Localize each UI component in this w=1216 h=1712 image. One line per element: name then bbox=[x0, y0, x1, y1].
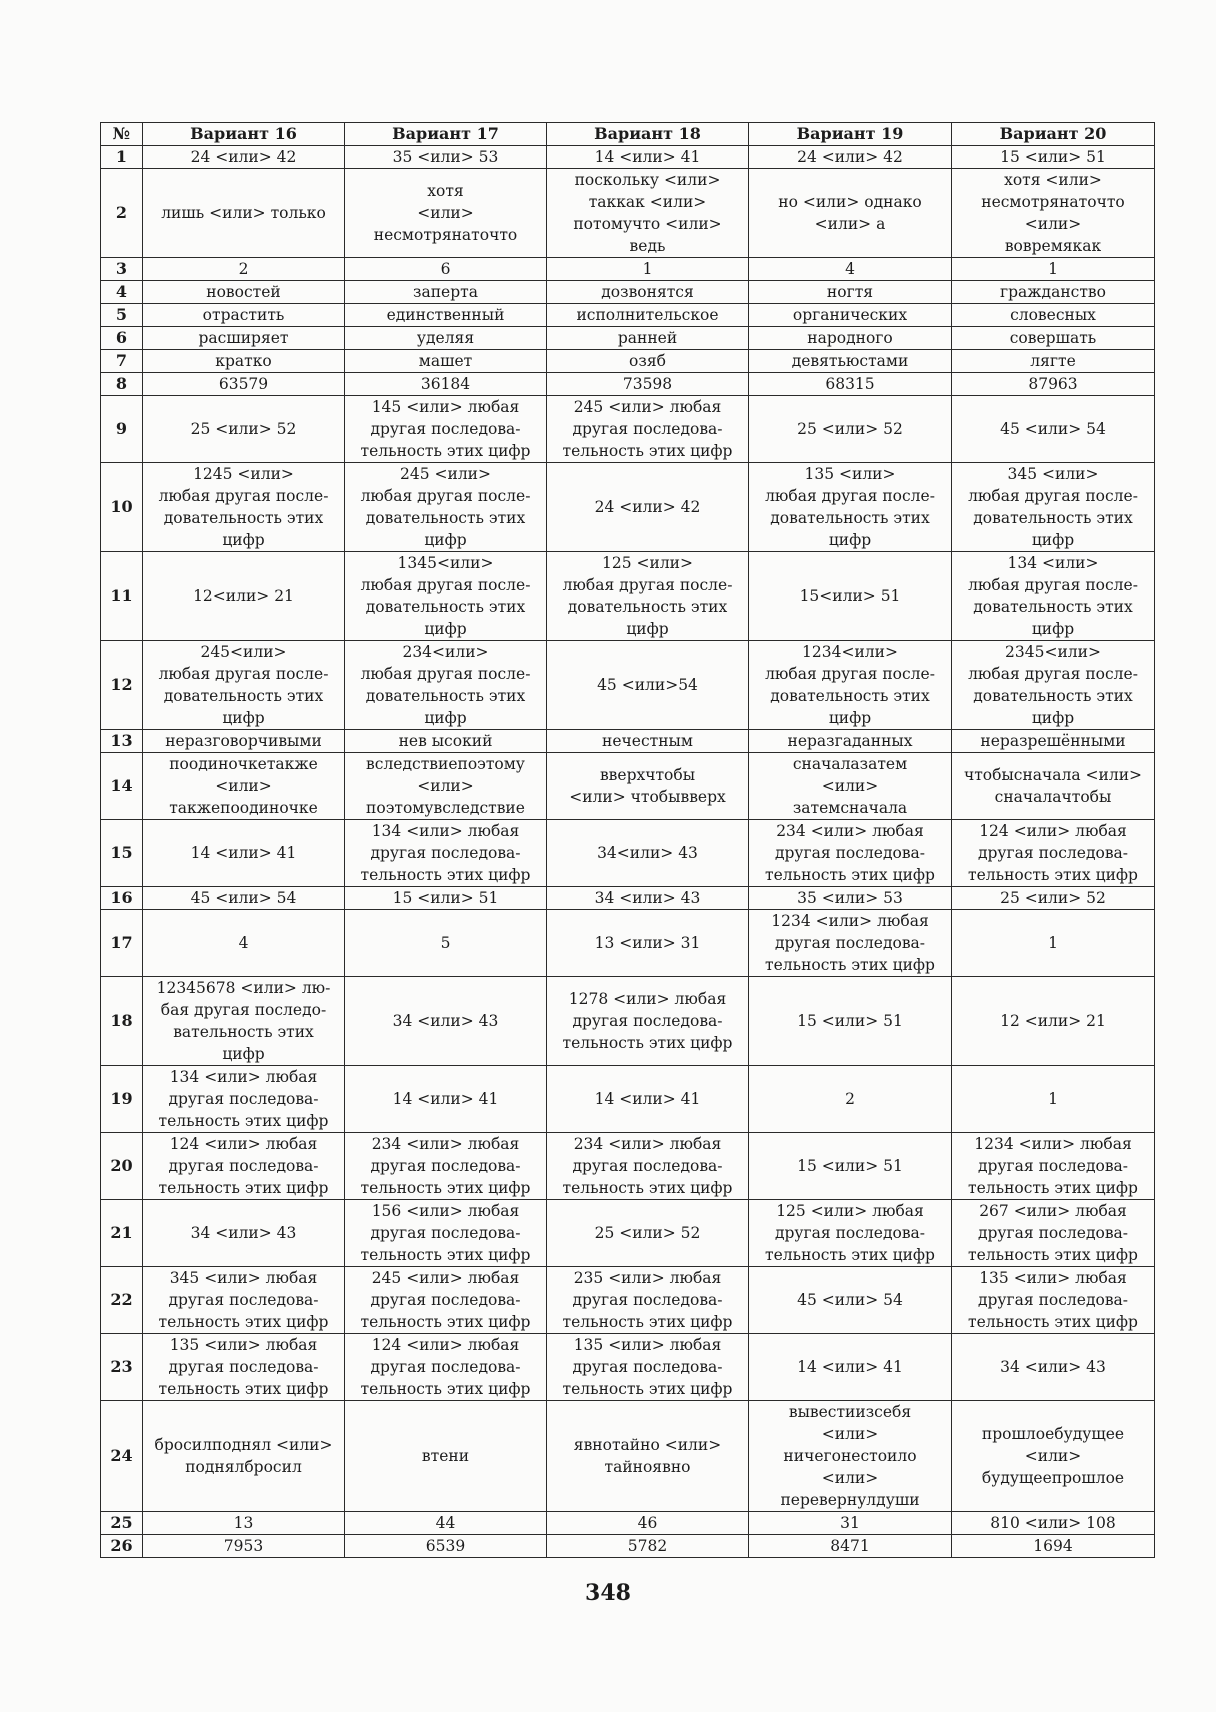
answer-cell: 124 <или> любая другая последова- тельность этих цифр bbox=[952, 820, 1155, 887]
row-number-cell: 25 bbox=[101, 1512, 143, 1535]
row-number-cell: 15 bbox=[101, 820, 143, 887]
answer-cell: хотя <или> несмотрянаточто <или> вовремякак bbox=[952, 169, 1155, 258]
answer-cell: втени bbox=[345, 1401, 547, 1512]
row-number-cell: 5 bbox=[101, 304, 143, 327]
answer-cell: 15 <или> 51 bbox=[749, 1133, 952, 1200]
table-row bbox=[101, 146, 1155, 169]
answer-cell: 31 bbox=[749, 1512, 952, 1535]
table-row bbox=[101, 820, 1155, 887]
answer-cell: 25 <или> 52 bbox=[547, 1200, 749, 1267]
answer-cell: 245 <или> любая другая последова- тельность этих цифр bbox=[345, 1267, 547, 1334]
answer-cell: 44 bbox=[345, 1512, 547, 1535]
answer-cell: 267 <или> любая другая последова- тельность этих цифр bbox=[952, 1200, 1155, 1267]
answer-cell: 25 <или> 52 bbox=[143, 396, 345, 463]
answer-cell: неразговорчивыми bbox=[143, 730, 345, 753]
answer-cell: лишь <или> только bbox=[143, 169, 345, 258]
answer-cell: но <или> однако <или> а bbox=[749, 169, 952, 258]
table-row bbox=[101, 753, 1155, 820]
answer-cell: сначалазатем <или> затемсначала bbox=[749, 753, 952, 820]
answer-cell: 1234<или> любая другая после- довательность этих цифр bbox=[749, 641, 952, 730]
answer-cell: 15 <или> 51 bbox=[952, 146, 1155, 169]
table-row bbox=[101, 463, 1155, 552]
row-number-cell: 23 bbox=[101, 1334, 143, 1401]
answer-cell: неразгаданных bbox=[749, 730, 952, 753]
answer-cell: прошлоебудущее <или> будущеепрошлое bbox=[952, 1401, 1155, 1512]
row-number-cell: 24 bbox=[101, 1401, 143, 1512]
answer-cell: 14 <или> 41 bbox=[547, 146, 749, 169]
row-number-cell: 9 bbox=[101, 396, 143, 463]
answer-cell: новостей bbox=[143, 281, 345, 304]
answer-cell: 45 <или>54 bbox=[547, 641, 749, 730]
answer-cell: гражданство bbox=[952, 281, 1155, 304]
answer-cell: 34 <или> 43 bbox=[345, 977, 547, 1066]
row-number-cell: 17 bbox=[101, 910, 143, 977]
answer-cell: 234 <или> любая другая последова- тельность этих цифр bbox=[345, 1133, 547, 1200]
answer-cell: 245 <или> любая другая последова- тельность этих цифр bbox=[547, 396, 749, 463]
answer-cell: отрастить bbox=[143, 304, 345, 327]
table-row bbox=[101, 1200, 1155, 1267]
answer-cell: 5 bbox=[345, 910, 547, 977]
row-number-cell: 11 bbox=[101, 552, 143, 641]
row-number-cell: 16 bbox=[101, 887, 143, 910]
answer-cell: 1 bbox=[952, 1066, 1155, 1133]
table-row bbox=[101, 977, 1155, 1066]
row-number-cell: 20 bbox=[101, 1133, 143, 1200]
answer-cell: 45 <или> 54 bbox=[952, 396, 1155, 463]
row-number-cell: 2 bbox=[101, 169, 143, 258]
row-number-cell: 12 bbox=[101, 641, 143, 730]
answer-cell: 1234 <или> любая другая последова- тельность этих цифр bbox=[749, 910, 952, 977]
answer-cell: 124 <или> любая другая последова- тельность этих цифр bbox=[345, 1334, 547, 1401]
answer-cell: 1245 <или> любая другая после- довательность этих цифр bbox=[143, 463, 345, 552]
answer-cell: лягте bbox=[952, 350, 1155, 373]
answer-cell: 34<или> 43 bbox=[547, 820, 749, 887]
answer-cell: 63579 bbox=[143, 373, 345, 396]
answer-cell: 125 <или> любая другая последова- тельность этих цифр bbox=[749, 1200, 952, 1267]
answer-cell: 145 <или> любая другая последова- тельность этих цифр bbox=[345, 396, 547, 463]
answer-cell: 135 <или> любая другая последова- тельность этих цифр bbox=[143, 1334, 345, 1401]
answer-cell: вследствиепоэтому <или> поэтомувследствие bbox=[345, 753, 547, 820]
answer-cell: 13 bbox=[143, 1512, 345, 1535]
answer-cell: 1 bbox=[952, 910, 1155, 977]
table-row bbox=[101, 350, 1155, 373]
table-row bbox=[101, 1512, 1155, 1535]
answer-cell: 134 <или> любая другая последова- тельность этих цифр bbox=[345, 820, 547, 887]
answer-cell: явнотайно <или> тайноявно bbox=[547, 1401, 749, 1512]
row-number-cell: 26 bbox=[101, 1535, 143, 1558]
answer-cell: 345 <или> любая другая последова- тельность этих цифр bbox=[143, 1267, 345, 1334]
answer-cell: 12<или> 21 bbox=[143, 552, 345, 641]
answer-cell: 2 bbox=[749, 1066, 952, 1133]
answer-cell: нев ысокий bbox=[345, 730, 547, 753]
answer-cell: 2 bbox=[143, 258, 345, 281]
row-number-cell: 14 bbox=[101, 753, 143, 820]
page-number: 348 bbox=[585, 1580, 631, 1606]
answer-cell: 135 <или> любая другая последова- тельность этих цифр bbox=[547, 1334, 749, 1401]
table-row bbox=[101, 1133, 1155, 1200]
answer-cell: 135 <или> любая другая после- довательность этих цифр bbox=[749, 463, 952, 552]
table-row bbox=[101, 304, 1155, 327]
answer-cell: 14 <или> 41 bbox=[345, 1066, 547, 1133]
answer-cell: нечестным bbox=[547, 730, 749, 753]
answer-cell: 124 <или> любая другая последова- тельность этих цифр bbox=[143, 1133, 345, 1200]
answer-cell: 234 <или> любая другая последова- тельность этих цифр bbox=[547, 1133, 749, 1200]
row-number-cell: 22 bbox=[101, 1267, 143, 1334]
answer-cell: 68315 bbox=[749, 373, 952, 396]
answer-cell: поодиночкетакже <или> такжепоодиночке bbox=[143, 753, 345, 820]
answer-cell: уделяя bbox=[345, 327, 547, 350]
answer-cell: 24 <или> 42 bbox=[749, 146, 952, 169]
answer-cell: 7953 bbox=[143, 1535, 345, 1558]
answer-cell: 345 <или> любая другая после- довательность этих цифр bbox=[952, 463, 1155, 552]
answer-cell: поскольку <или> таккак <или> потомучто <или> ведь bbox=[547, 169, 749, 258]
table-row bbox=[101, 552, 1155, 641]
answer-cell: вывестиизсебя <или> ничегонестоило <или> перевернулдуши bbox=[749, 1401, 952, 1512]
table-row bbox=[101, 373, 1155, 396]
answer-cell: 15 <или> 51 bbox=[749, 977, 952, 1066]
answer-cell: 35 <или> 53 bbox=[749, 887, 952, 910]
answer-cell: 15 <или> 51 bbox=[345, 887, 547, 910]
row-number-cell: 3 bbox=[101, 258, 143, 281]
table-row bbox=[101, 910, 1155, 977]
answer-cell: 34 <или> 43 bbox=[143, 1200, 345, 1267]
answer-cell: 24 <или> 42 bbox=[143, 146, 345, 169]
row-number-cell: 10 bbox=[101, 463, 143, 552]
answer-cell: ранней bbox=[547, 327, 749, 350]
answer-cell: 234 <или> любая другая последова- тельность этих цифр bbox=[749, 820, 952, 887]
header-variant-16: Вариант 16 bbox=[143, 123, 345, 146]
table-row bbox=[101, 169, 1155, 258]
answer-cell: 87963 bbox=[952, 373, 1155, 396]
row-number-cell: 1 bbox=[101, 146, 143, 169]
answer-cell: вверхчтобы <или> чтобывверх bbox=[547, 753, 749, 820]
answer-cell: 810 <или> 108 bbox=[952, 1512, 1155, 1535]
answer-cell: дозвонятся bbox=[547, 281, 749, 304]
answer-cell: 25 <или> 52 bbox=[749, 396, 952, 463]
answer-cell: 235 <или> любая другая последова- тельность этих цифр bbox=[547, 1267, 749, 1334]
header-variant-17: Вариант 17 bbox=[345, 123, 547, 146]
answer-cell: 6539 bbox=[345, 1535, 547, 1558]
answer-cell: заперта bbox=[345, 281, 547, 304]
answer-cell: 46 bbox=[547, 1512, 749, 1535]
answer-cell: 156 <или> любая другая последова- тельность этих цифр bbox=[345, 1200, 547, 1267]
table-row bbox=[101, 327, 1155, 350]
answer-cell: 2345<или> любая другая после- довательность этих цифр bbox=[952, 641, 1155, 730]
answer-cell: чтобысначала <или> сначалачтобы bbox=[952, 753, 1155, 820]
header-variant-20: Вариант 20 bbox=[952, 123, 1155, 146]
answer-cell: 34 <или> 43 bbox=[547, 887, 749, 910]
answer-cell: 36184 bbox=[345, 373, 547, 396]
answer-cell: 25 <или> 52 bbox=[952, 887, 1155, 910]
table-row bbox=[101, 730, 1155, 753]
row-number-cell: 4 bbox=[101, 281, 143, 304]
answer-cell: словесных bbox=[952, 304, 1155, 327]
answer-cell: 12 <или> 21 bbox=[952, 977, 1155, 1066]
row-number-cell: 21 bbox=[101, 1200, 143, 1267]
table-row bbox=[101, 1401, 1155, 1512]
answer-cell: 4 bbox=[143, 910, 345, 977]
table-row bbox=[101, 1066, 1155, 1133]
table-row bbox=[101, 281, 1155, 304]
row-number-cell: 19 bbox=[101, 1066, 143, 1133]
answer-cell: 73598 bbox=[547, 373, 749, 396]
answer-cell: расширяет bbox=[143, 327, 345, 350]
answer-cell: хотя <или> несмотрянаточто bbox=[345, 169, 547, 258]
answer-cell: 134 <или> любая другая после- довательность этих цифр bbox=[952, 552, 1155, 641]
answer-cell: кратко bbox=[143, 350, 345, 373]
row-number-cell: 7 bbox=[101, 350, 143, 373]
answer-cell: 125 <или> любая другая после- довательность этих цифр bbox=[547, 552, 749, 641]
answer-cell: народного bbox=[749, 327, 952, 350]
row-number-cell: 8 bbox=[101, 373, 143, 396]
answer-cell: 1278 <или> любая другая последова- тельность этих цифр bbox=[547, 977, 749, 1066]
answer-cell: 14 <или> 41 bbox=[143, 820, 345, 887]
answer-cell: озяб bbox=[547, 350, 749, 373]
answer-cell: 1 bbox=[952, 258, 1155, 281]
answer-cell: 1 bbox=[547, 258, 749, 281]
answer-cell: 135 <или> любая другая последова- тельность этих цифр bbox=[952, 1267, 1155, 1334]
answer-cell: 15<или> 51 bbox=[749, 552, 952, 641]
answer-cell: бросилподнял <или> поднялбросил bbox=[143, 1401, 345, 1512]
table-header-row bbox=[101, 123, 1155, 146]
answer-cell: 1694 bbox=[952, 1535, 1155, 1558]
header-variant-19: Вариант 19 bbox=[749, 123, 952, 146]
answer-cell: 13 <или> 31 bbox=[547, 910, 749, 977]
answer-cell: 45 <или> 54 bbox=[143, 887, 345, 910]
answer-cell: 134 <или> любая другая последова- тельность этих цифр bbox=[143, 1066, 345, 1133]
answer-cell: органических bbox=[749, 304, 952, 327]
answer-cell: 1345<или> любая другая после- довательность этих цифр bbox=[345, 552, 547, 641]
answer-cell: 6 bbox=[345, 258, 547, 281]
answer-cell: 34 <или> 43 bbox=[952, 1334, 1155, 1401]
answer-cell: 234<или> любая другая после- довательность этих цифр bbox=[345, 641, 547, 730]
answer-cell: девятьюстами bbox=[749, 350, 952, 373]
answer-cell: 45 <или> 54 bbox=[749, 1267, 952, 1334]
answer-cell: совершать bbox=[952, 327, 1155, 350]
header-variant-18: Вариант 18 bbox=[547, 123, 749, 146]
row-number-cell: 18 bbox=[101, 977, 143, 1066]
answer-cell: неразрешёнными bbox=[952, 730, 1155, 753]
answer-cell: 14 <или> 41 bbox=[749, 1334, 952, 1401]
answer-cell: 12345678 <или> лю- бая другая последо- вательность этих цифр bbox=[143, 977, 345, 1066]
answer-cell: 245<или> любая другая после- довательность этих цифр bbox=[143, 641, 345, 730]
answer-cell: 1234 <или> любая другая последова- тельность этих цифр bbox=[952, 1133, 1155, 1200]
answer-cell: ногтя bbox=[749, 281, 952, 304]
row-number-cell: 6 bbox=[101, 327, 143, 350]
answer-cell: машет bbox=[345, 350, 547, 373]
table-row bbox=[101, 641, 1155, 730]
answer-cell: 8471 bbox=[749, 1535, 952, 1558]
answer-cell: 24 <или> 42 bbox=[547, 463, 749, 552]
table-row bbox=[101, 1535, 1155, 1558]
answer-cell: 5782 bbox=[547, 1535, 749, 1558]
answer-cell: 14 <или> 41 bbox=[547, 1066, 749, 1133]
answer-cell: 245 <или> любая другая после- довательность этих цифр bbox=[345, 463, 547, 552]
answer-cell: исполнительское bbox=[547, 304, 749, 327]
answer-cell: единственный bbox=[345, 304, 547, 327]
table-body bbox=[101, 146, 1155, 1558]
header-number: № bbox=[101, 123, 143, 146]
table-row bbox=[101, 1334, 1155, 1401]
answers-table bbox=[100, 122, 1155, 1558]
table-row bbox=[101, 258, 1155, 281]
answer-cell: 35 <или> 53 bbox=[345, 146, 547, 169]
answer-cell: 4 bbox=[749, 258, 952, 281]
table-row bbox=[101, 1267, 1155, 1334]
table-row bbox=[101, 396, 1155, 463]
row-number-cell: 13 bbox=[101, 730, 143, 753]
table-row bbox=[101, 887, 1155, 910]
